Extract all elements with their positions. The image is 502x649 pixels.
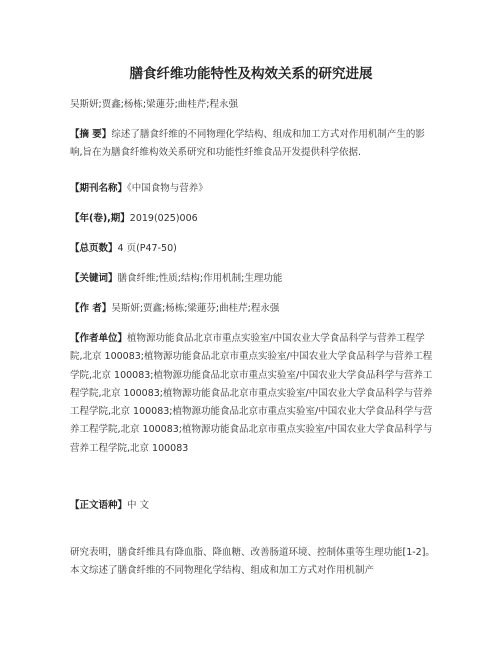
pages-field [70,240,440,258]
abstract-section [70,126,436,163]
language-value: 中 文 [127,500,150,511]
language-label: 【正文语种】 [70,500,128,511]
abstract-text: 综述了膳食纤维的不同物理化学结构、组成和加工方式对作用机制产生的影响,旨在为膳食纤维构效关系研究和功能性纤维食品开发提供科学依据. [70,129,425,159]
pages-value: 4 页(P47-50) [117,243,177,254]
keywords-value: 膳食纤维;性质;结构;作用机制;生理功能 [117,273,283,284]
page-title: 膳食纤维功能特性及构效关系的研究进展 [129,66,373,82]
authors-field [70,300,440,318]
authors-value: 吴斯妍;贾鑫;杨栋;梁蓮芬;曲桂芹;程永强 [111,303,280,314]
abstract-label: 【摘 要】 [70,129,112,140]
journal-value: 《中国食物与营养》 [127,183,208,194]
affiliation-text: 植物源功能食品北京市重点实验室/中国农业大学食品科学与营养工程学院,北京 100083;植物源功能食品北京市重点实验室/中国农业大学食品科学与营养工程学院,北京 100083;植物源功能食品北京市重点实验室/中国农业大学食品科学与营养工程学院,北京 100083;植物源功能食品北京市重点实验室/中国农业大学食品科学与营养工程学院,北京 100083;植物源功能食品北京市重点实验室/中国农业大学食品科学与营养工程学院,北京 100083;植物源功能食品北京市重点实验室/中国农业大学食品科学与营养工程学院,北京 100083 [70,333,433,454]
year-value: 2019(025)006 [129,213,198,224]
affiliation-label: 【作者单位】 [70,333,128,344]
keywords-label: 【关键词】 [70,273,118,284]
journal-field [70,180,440,198]
year-label: 【年(卷),期】 [70,213,130,224]
year-field [70,210,440,228]
keywords-field [70,270,440,288]
authors-line: 吴斯妍;贾鑫;杨栋;梁蓮芬;曲桂芹;程永强 [70,99,239,110]
pages-label: 【总页数】 [70,243,118,254]
authors-label: 【作 者】 [70,303,112,314]
body-paragraph: 研究表明，膳食纤维具有降血脂、降血糖、改善肠道环境、控制体重等生理功能[1-2]。本文综述了膳食纤维的不同物理化学结构、组成和加工方式对作用机制产 [70,547,435,577]
affiliation-section [70,330,436,458]
journal-label: 【期刊名称】 [70,183,128,194]
language-field [70,497,440,515]
